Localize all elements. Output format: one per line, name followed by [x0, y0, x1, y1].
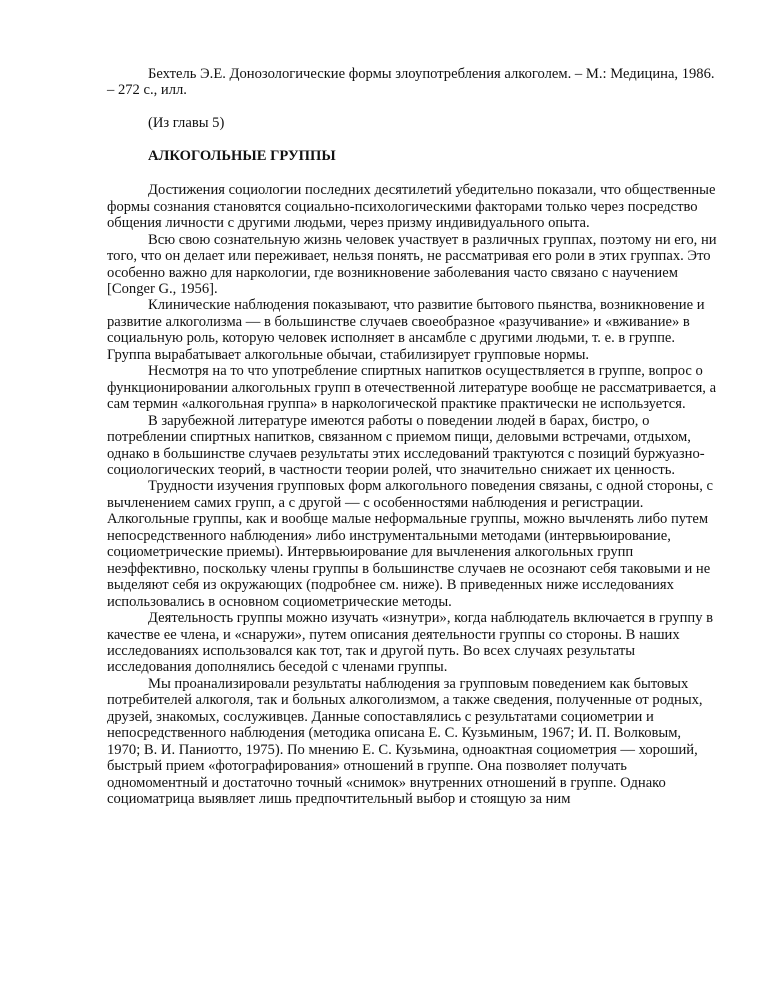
chapter-note: (Из главы 5): [148, 115, 225, 132]
paragraph-2: Всю свою сознательную жизнь человек участвует в различных группах, поэтому ни его, ни того, что он делает или переживает, нельзя понять, не рассматривая его роли в этих группах. Это особенно важно для наркологии, где возникновение заболевания часто связано с научением [Conger G., 1956].: [107, 231, 717, 298]
paragraph-6: Трудности изучения групповых форм алкогольного поведения связаны, с одной стороны, с вычленением самих групп, а с другой — с особенностями наблюдения и регистрации. Алкогольные группы, как и вообще малые неформальные группы, можно вычленять либо путем непосредственного наблюдения» либо инструментальными методами (интервьюирование, социометрические приемы). Интервьюирование для вычленения алкогольных групп неэффективно, поскольку члены группы в большинстве случаев не осознают себя таковыми и не выделяют себя из окружающих (подробнее см. ниже). В приведенных ниже исследованиях использовались в основном социометрические методы.: [107, 478, 713, 610]
paragraph-1: Достижения социологии последних десятилетий убедительно показали, что общественные формы сознания становятся социально-психологическими факторами только через посредство общения личности с другими людьми, через призму индивидуального опыта.: [107, 182, 716, 232]
document-page: [107, 66, 717, 808]
paragraph-7: Деятельность группы можно изучать «изнутри», когда наблюдатель включается в группу в качестве ее члена, и «снаружи», путем описания деятельности группы со стороны. В наших исследованиях использовался как тот, так и другой путь. Во всех случаях результаты исследования дополнялись беседой с членами группы.: [107, 610, 714, 676]
section-heading: АЛКОГОЛЬНЫЕ ГРУППЫ: [148, 148, 336, 165]
citation: Бехтель Э.Е. Донозологические формы злоупотребления алкоголем. – М.: Медицина, 1986. – 272 с., илл.: [107, 66, 715, 99]
paragraph-8: Мы проанализировали результаты наблюдения за групповым поведением как бытовых потребителей алкоголя, так и больных алкоголизмом, а также сведения, полученные от родных, друзей, знакомых, сослуживцев. Данные сопоставлялись с результатами социометрии и непосредственного наблюдения (методика описана Е. С. Кузьминым, 1967; И. П. Волковым, 1970; В. И. Паниотто, 1975). По мнению Е. С. Кузьмина, одноактная социометрия — хороший, быстрый прием «фотографирования» отношений в группе. Она позволяет получать одномоментный и достаточно точный «снимок» внутренних отношений в группе. Однако социоматрица выявляет лишь предпочтительный выбор и стоящую за ним: [107, 675, 703, 808]
paragraph-3: Клинические наблюдения показывают, что развитие бытового пьянства, возникновение и развитие алкоголизма — в большинстве случаев своеобразное «разучивание» и «вживание» в социальную роль, которую человек исполняет в ансамбле с другими людьми, т. е. в группе. Группа вырабатывает алкогольные обычаи, стабилизирует групповые нормы.: [107, 297, 705, 363]
paragraph-5: В зарубежной литературе имеются работы о поведении людей в барах, бистро, о потреблении спиртных напитков, связанном с приемом пищи, деловыми встречами, отдыхом, однако в большинстве случаев результаты этих исследований трактуются с позиций буржуазно-социологических теорий, в частности теории ролей, что значительно снижает их ценность.: [107, 412, 705, 479]
paragraph-4: Несмотря на то что употребление спиртных напитков осуществляется в группе, вопрос о функционировании алкогольных групп в отечественной литературе вообще не рассматривается, а сам термин «алкогольная группа» в наркологической практике практически не используется.: [107, 363, 717, 413]
